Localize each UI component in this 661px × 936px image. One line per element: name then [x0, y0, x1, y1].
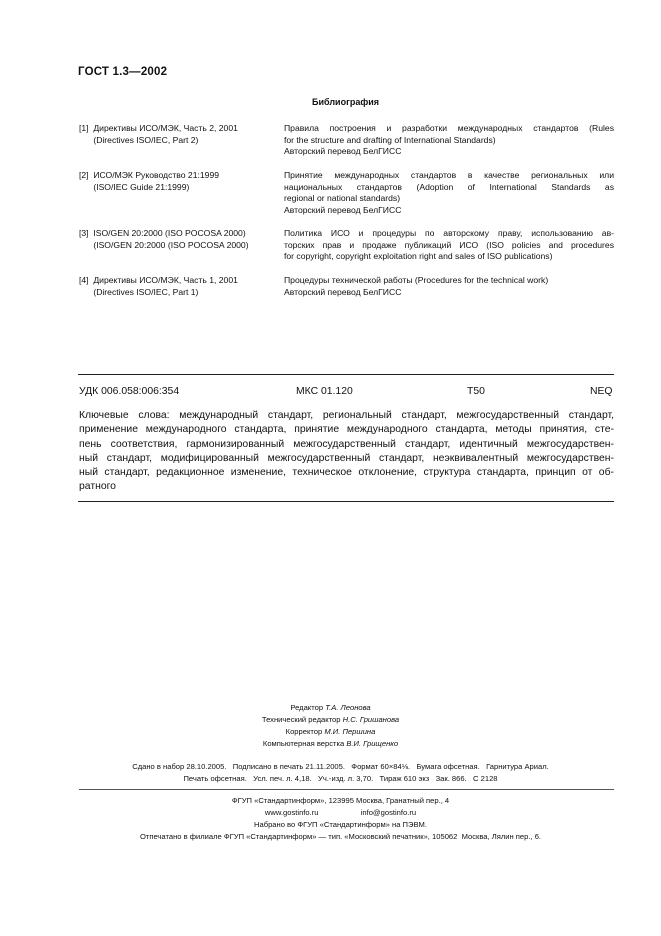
entry-line: regional or national standards) [284, 193, 401, 204]
entry-line: (ISO/IEC Guide 21:1999) [79, 181, 190, 192]
bottom-divider [78, 501, 614, 502]
bibliography-entry-2-title [284, 170, 614, 216]
entry-line: (Directives ISO/IEC, Part 2) [79, 134, 199, 145]
entry-line: for the structure and drafting of International Standards) [284, 134, 496, 145]
credit-name: Т.А. Леонова [325, 703, 371, 712]
entry-line: [1] Директивы ИСО/МЭК, Часть 2, 2001 [79, 123, 238, 133]
bibliography-entry-1-source [79, 123, 279, 146]
entry-line: [3] ISO/GEN 20:2000 (ISO POCOSA 2000) [79, 228, 246, 238]
print-info [0, 761, 661, 785]
entry-line: Процедуры технической работы (Procedures for the technical work) [284, 275, 549, 285]
bibliography-entry-3-title [284, 228, 614, 263]
t-code: Т50 [467, 386, 485, 397]
top-divider [78, 374, 614, 375]
entry-line: for copyright, copyright exploitation right and sales of ISO publications) [284, 251, 553, 262]
credit-tech-editor [0, 714, 661, 726]
bibliography-entry-4-source [79, 275, 279, 298]
entry-line: Авторский перевод БелГИСС [284, 146, 402, 157]
neq-code: NEQ [590, 386, 613, 397]
credit-role: Компьютерная верстка [262, 739, 345, 748]
mks-code: МКС 01.120 [296, 386, 353, 397]
publisher-line: Отпечатано в филиале ФГУП «Стандартинформ» — тип. «Московский печатник», 105062 Москва, Лялин пер., 6. [139, 832, 542, 841]
entry-line: [2] ИСО/МЭК Руководство 21:1999 [79, 170, 219, 180]
page-header-standard-code: ГОСТ 1.3—2002 [78, 66, 168, 78]
credit-name: В.И. Грищенко [346, 739, 399, 748]
publisher-info [0, 795, 661, 843]
entry-line: Принятие международных стандартов в качестве региональных или [284, 170, 614, 180]
credit-editor [0, 702, 661, 714]
bibliography-entry-3-source [79, 228, 279, 251]
credit-name: М.И. Першина [324, 727, 376, 736]
entry-line: торских прав и продаже публикаций ИСО (ISO policies and procedures [284, 239, 614, 250]
keywords-line: применение международного стандарта, принятие международного стандарта, методы принятия, сте- [79, 424, 614, 436]
bibliography-entry-2-source [79, 170, 279, 193]
entry-line: Авторский перевод БелГИСС [284, 286, 402, 297]
entry-line: Авторский перевод БелГИСС [284, 204, 402, 215]
credit-role: Технический редактор [261, 715, 341, 724]
print-info-line: Сдано в набор 28.10.2005. Подписано в печать 21.11.2005. Формат 60×84⅛. Бумага офсетная. Гарнитура Ариал. [132, 762, 549, 771]
print-info-line: Печать офсетная. Усл. печ. л. 4,18. Уч.-изд. л. 3,70. Тираж 610 экз Зак. 866. С 2128 [183, 774, 498, 783]
entry-line: (ISO/GEN 20:2000 (ISO POCOSA 2000) [79, 239, 249, 250]
keywords-line: Ключевые слова: международный стандарт, региональный стандарт, межгосударственный стандарт, [79, 410, 614, 421]
credit-layout [0, 738, 661, 750]
keywords-line: ный стандарт, модифицированный межгосударственный стандарт, неэквивалентный межгосударствен- [79, 452, 614, 464]
entry-line: [4] Директивы ИСО/МЭК, Часть 1, 2001 [79, 275, 238, 285]
entry-line: (Directives ISO/IEC, Part 1) [79, 286, 199, 297]
publisher-line: ФГУП «Стандартинформ», 123995 Москва, Гранатный пер., 4 [231, 796, 450, 805]
keywords-paragraph [79, 409, 614, 495]
entry-line: Правила построения и разработки международных стандартов (Rules [284, 123, 614, 133]
publisher-line: www.gostinfo.ru info@gostinfo.ru [264, 808, 417, 817]
credit-proofreader [0, 726, 661, 738]
entry-line: национальных стандартов (Adoption of International Standards as [284, 181, 614, 192]
credits-block [0, 702, 661, 750]
credit-name: Н.С. Гришанова [342, 715, 400, 724]
entry-line: Политика ИСО и процедуры по авторскому праву, использованию ав- [284, 228, 614, 238]
keywords-line: ный стандарт, редакционное изменение, техническое отклонение, структура стандарта, принцип от об- [79, 467, 614, 479]
bibliography-entry-1-title [284, 123, 614, 158]
udk-code: УДК 006.058:006:354 [79, 386, 180, 397]
imprint-divider [79, 789, 614, 790]
credit-role: Редактор [290, 703, 324, 712]
bibliography-entry-4-title [284, 275, 614, 298]
keywords-line: пень соответствия, гармонизированный межгосударственный стандарт, идентичный межгосударствен- [79, 438, 614, 450]
credit-role: Корректор [285, 727, 323, 736]
publisher-line: Набрано во ФГУП «Стандартинформ» на ПЭВМ. [254, 820, 427, 829]
bibliography-title: Библиография [312, 97, 379, 107]
keywords-line: ратного [79, 481, 116, 493]
